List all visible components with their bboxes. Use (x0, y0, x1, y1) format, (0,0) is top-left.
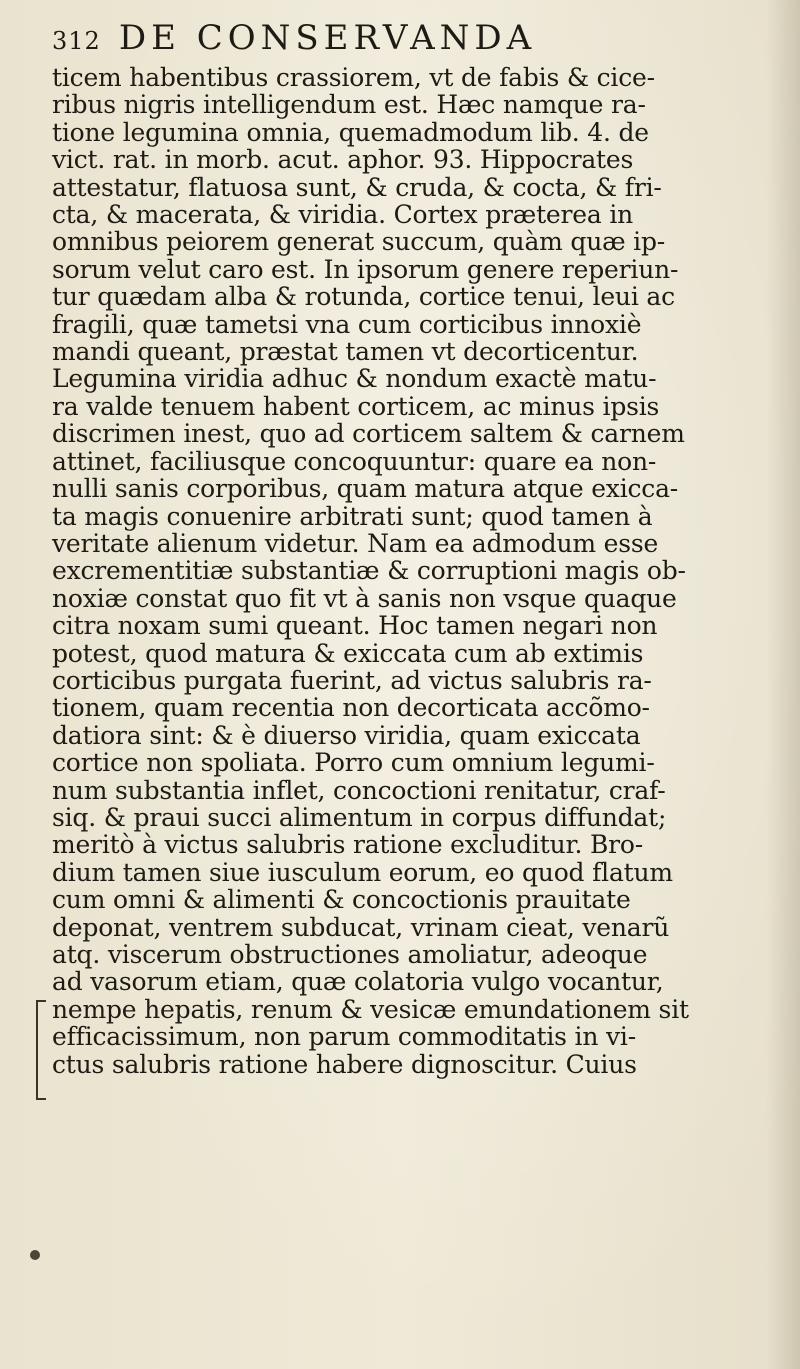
text-line: excrementitiæ substantiæ & corruptioni magis ob- (52, 556, 686, 586)
body-text (52, 64, 702, 1078)
running-head: DE CONSERVANDA (118, 18, 537, 58)
text-line: cta, & macerata, & viridia. Cortex præterea in (52, 200, 634, 230)
text-line: Legumina viridia adhuc & nondum exactè matu- (52, 364, 657, 394)
text-line: noxiæ constat quo fit vt à sanis non vsque quaque (52, 583, 677, 613)
text-line: atq. viscerum obstructiones amoliatur, adeoque (52, 940, 648, 969)
text-line: mandi queant, præstat tamen vt decorticentur. (52, 337, 639, 367)
text-line: ribus nigris intelligendum est. Hæc namque ra- (52, 90, 646, 120)
text-line: ticem habentibus crassiorem, vt de fabis & cice- (52, 63, 655, 92)
text-line: efficacissimum, non parum commoditatis in vi- (52, 1022, 636, 1052)
text-line: attinet, faciliusque concoquuntur: quare ea non- (52, 446, 657, 476)
ink-spot (30, 1250, 40, 1260)
text-line: cum omni & alimenti & concoctionis prauitate (52, 885, 631, 915)
text-line: attestatur, flatuosa sunt, & cruda, & cocta, & fri- (52, 172, 662, 202)
text-line: tur quædam alba & rotunda, cortice tenui, leui ac (52, 282, 675, 312)
text-line: ra valde tenuem habent corticem, ac minus ipsis (52, 391, 660, 421)
text-line: corticibus purgata fuerint, ad victus salubris ra- (52, 665, 652, 695)
text-line: citra noxam sumi queant. Hoc tamen negari non (52, 611, 658, 641)
text-line: vict. rat. in morb. acut. aphor. 93. Hippocrates (52, 145, 634, 175)
text-line: ctus salubris ratione habere dignoscitur. Cuius (52, 1049, 637, 1079)
text-line: omnibus peiorem generat succum, quàm quæ ip- (52, 227, 666, 257)
text-line: tionem, quam recentia non decorticata accõmo- (52, 693, 650, 723)
text-block (52, 18, 702, 1078)
text-line: veritate alienum videtur. Nam ea admodum esse (52, 528, 659, 558)
text-line: deponat, ventrem subducat, vrinam cieat, venarũ (52, 912, 670, 942)
text-line: fragili, quæ tametsi vna cum corticibus innoxiè (52, 309, 642, 339)
text-line: ta magis conuenire arbitrati sunt; quod tamen à (52, 501, 653, 531)
page-edge-shadow (766, 0, 800, 1369)
text-line: dium tamen siue iusculum eorum, eo quod flatum (52, 857, 673, 887)
page-header (52, 18, 702, 64)
text-line: discrimen inest, quo ad corticem saltem & carnem (52, 419, 685, 449)
text-line: ad vasorum etiam, quæ colatoria vulgo vocantur, (52, 967, 664, 997)
text-line: tione legumina omnia, quemadmodum lib. 4. de (52, 117, 649, 147)
text-line: nempe hepatis, renum & vesicæ emundationem sit (52, 994, 689, 1024)
page-number: 312 (52, 27, 101, 55)
text-line: sorum velut caro est. In ipsorum genere reperiun- (52, 254, 679, 284)
text-line: siq. & praui succi alimentum in corpus diffundat; (52, 802, 667, 832)
text-line: cortice non spoliata. Porro cum omnium legumi- (52, 748, 655, 778)
text-line: nulli sanis corporibus, quam matura atque exicca- (52, 474, 679, 504)
text-line: num substantia inflet, concoctioni renitatur, craf- (52, 775, 666, 805)
text-line: meritò à victus salubris ratione excluditur. Bro- (52, 830, 643, 860)
text-line: potest, quod matura & exiccata cum ab extimis (52, 638, 644, 668)
text-line: datiora sint: & è diuerso viridia, quam exiccata (52, 720, 641, 750)
margin-bracket (36, 1000, 46, 1100)
